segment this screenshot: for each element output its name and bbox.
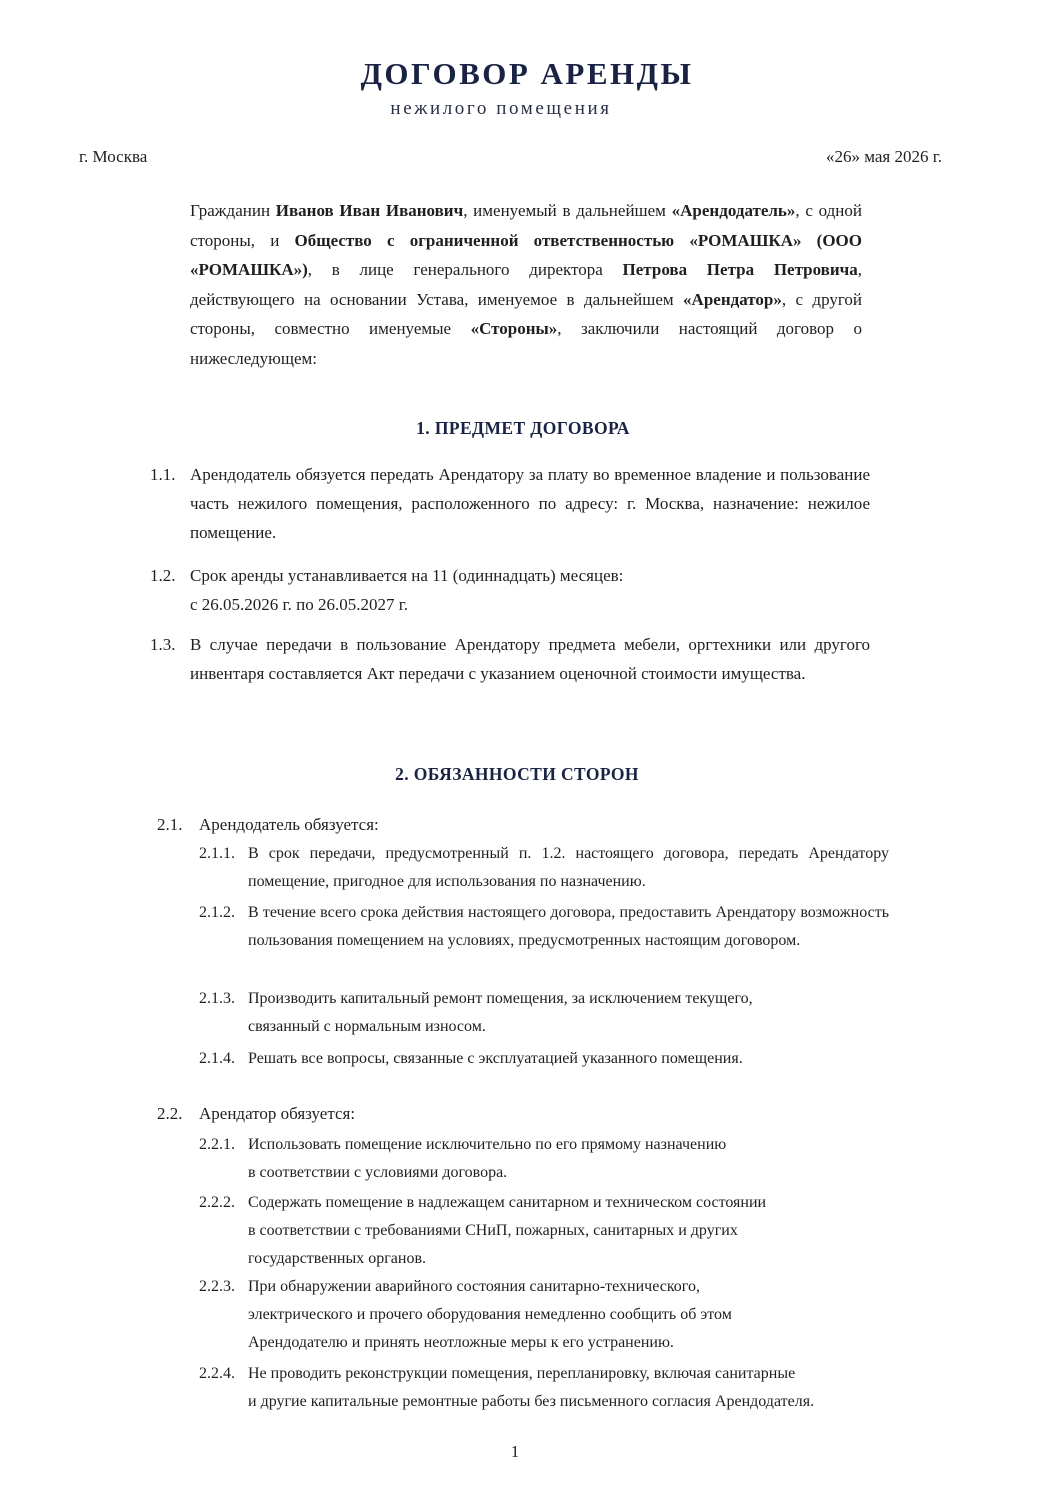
clause-text: Арендатор обязуется: — [199, 1104, 356, 1123]
clause-2-2-3 — [199, 1273, 889, 1357]
clause-2-2-4 — [199, 1360, 889, 1416]
clause-2-2-1 — [199, 1131, 889, 1187]
clause-2-2-2 — [199, 1189, 889, 1273]
clause-2-2 — [157, 1099, 657, 1128]
clause-number: 2.1.2. — [199, 904, 235, 921]
clause-number: 2.1. — [157, 815, 183, 834]
landlord-term: «Арендодатель» — [671, 201, 796, 220]
clause-line: в соответствии с условиями договора. — [248, 1164, 508, 1181]
preamble-paragraph — [190, 196, 862, 374]
clause-1-2 — [150, 561, 870, 619]
clause-text — [248, 1273, 889, 1357]
preamble-text: , действующего на основании Устава, именуемое в дальнейшем — [190, 260, 862, 309]
section-heading-subject: 1. ПРЕДМЕТ ДОГОВОРА — [416, 418, 630, 438]
clause-text: В срок передачи, предусмотренный п. 1.2. настоящего договора, передать Арендатору помещение, пригодное для использования по назначению. — [248, 845, 889, 890]
page-number: 1 — [510, 1442, 520, 1461]
preamble-text: , заключили настоящий договор о нижеследующем: — [190, 319, 862, 368]
clause-text — [248, 1131, 889, 1187]
clause-2-1 — [157, 810, 657, 839]
clause-line: Производить капитальный ремонт помещения, за исключением текущего, — [248, 990, 753, 1007]
landlord-name: Иванов Иван Иванович — [275, 201, 464, 220]
clause-line: Арендодателю и принять неотложные меры к его устранению. — [248, 1334, 674, 1351]
clause-line: Использовать помещение исключительно по его прямому назначению — [248, 1136, 727, 1153]
clause-line: При обнаружении аварийного состояния санитарно-технического, — [248, 1278, 700, 1295]
clause-number: 2.2.2. — [199, 1194, 235, 1211]
tenant-company-name: Общество с ограниченной ответственностью «РОМАШКА» (ООО «РОМАШКА») — [190, 230, 862, 280]
clause-text: Арендодатель обязуется: — [199, 815, 379, 834]
clause-number: 2.2.3. — [199, 1278, 235, 1295]
clause-number: 1.1. — [150, 465, 176, 484]
clause-line: электрического и прочего оборудования немедленно сообщить об этом — [248, 1306, 732, 1323]
parties-term: «Стороны» — [470, 319, 558, 339]
document-subtitle: нежилого помещения — [390, 98, 612, 119]
clause-2-1-2 — [199, 899, 889, 955]
clause-text — [248, 1360, 889, 1416]
section-heading-obligations: 2. ОБЯЗАННОСТИ СТОРОН — [395, 764, 639, 784]
preamble-text: , с одной стороны, и — [190, 201, 863, 250]
clause-number: 2.2.4. — [199, 1365, 235, 1382]
clause-number: 1.2. — [150, 566, 176, 585]
clause-line: и другие капитальные ремонтные работы без письменного согласия Арендодателя. — [248, 1393, 815, 1410]
clause-number: 2.1.4. — [199, 1050, 235, 1067]
document-title: ДОГОВОР АРЕНДЫ — [360, 56, 694, 91]
preamble-text: , в лице генерального директора — [307, 260, 623, 280]
clause-line: Срок аренды устанавливается на 11 (одиннадцать) месяцев: — [190, 566, 624, 585]
tenant-term: «Арендатор» — [683, 289, 782, 309]
clause-text: В случае передачи в пользование Арендатору предмета мебели, оргтехники или другого инвентаря составляется Акт передачи с указанием оценочной стоимости имущества. — [190, 635, 870, 684]
preamble-text: , именуемый в дальнейшем — [463, 201, 672, 220]
clause-line: Не проводить реконструкции помещения, перепланировку, включая санитарные — [248, 1365, 796, 1382]
clause-text — [190, 561, 870, 619]
clause-number: 1.3. — [150, 635, 176, 654]
contract-city: г. Москва — [79, 147, 148, 166]
clause-text: Решать все вопросы, связанные с эксплуатацией указанного помещения. — [248, 1050, 743, 1067]
clause-number: 2.1.1. — [199, 845, 235, 862]
clause-2-1-1 — [199, 840, 889, 896]
clause-1-3 — [150, 630, 870, 688]
director-name: Петрова Петра Петровича — [622, 260, 858, 280]
clause-line: Содержать помещение в надлежащем санитарном и техническом состоянии — [248, 1194, 767, 1211]
clause-text — [248, 1189, 889, 1273]
clause-text: В течение всего срока действия настоящего договора, предоставить Арендатору возможность пользования помещением на условиях, предусмотренных настоящим договором. — [248, 904, 889, 949]
clause-line: с 26.05.2026 г. по 26.05.2027 г. — [190, 595, 409, 615]
clause-1-1 — [150, 460, 870, 548]
clause-line: связанный с нормальным износом. — [248, 1018, 486, 1035]
clause-text: Арендодатель обязуется передать Арендатору за плату во временное владение и пользование часть нежилого помещения, расположенного по адресу: г. Москва, назначение: нежилое помещение. — [190, 465, 870, 543]
clause-number: 2.2. — [157, 1104, 183, 1123]
clause-text — [248, 985, 889, 1041]
clause-line: в соответствии с требованиями СНиП, пожарных, санитарных и других — [248, 1222, 738, 1239]
clause-2-1-4 — [199, 1045, 889, 1073]
preamble-text: , с другой стороны, совместно именуемые — [190, 289, 862, 339]
clause-2-1-3 — [199, 985, 889, 1041]
clause-line: государственных органов. — [248, 1250, 426, 1267]
preamble-text: Гражданин — [190, 201, 276, 220]
contract-date: «26» мая 2026 г. — [825, 147, 942, 166]
clause-number: 2.2.1. — [199, 1136, 235, 1153]
clause-number: 2.1.3. — [199, 990, 235, 1007]
